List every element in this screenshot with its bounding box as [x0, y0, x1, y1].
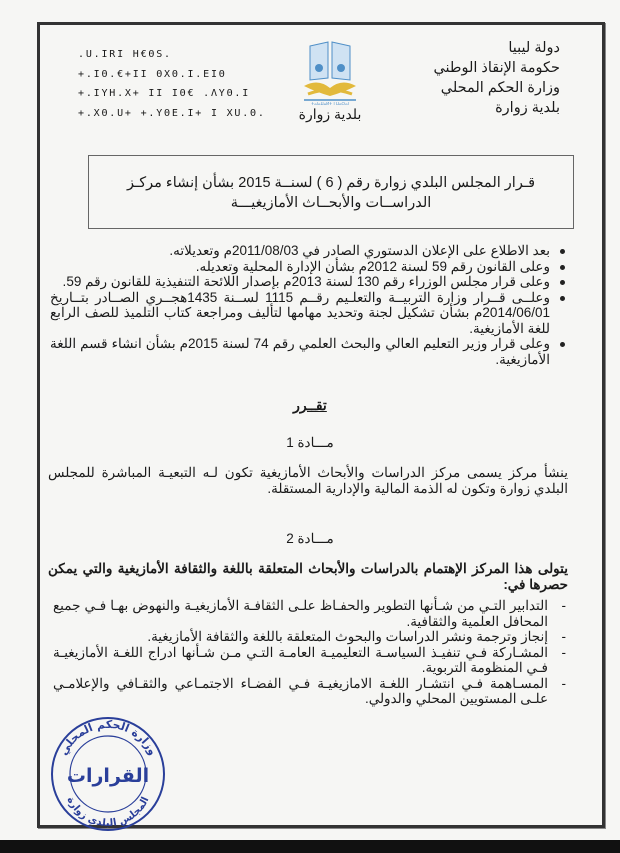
article2-item: - المسـاهمة فـي انتشـار اللغـة الامازيغيـة فـي الفضـاء الاجتمـاعي والثقـافي والإعلامـي علـى المستويين المحلي والدولي. [53, 676, 548, 707]
preamble-item: وعلى قرار وزير التعليم العالي والبحث العلمي رقم 74 لسنة 2015م بشأن انشاء قسم اللغة الأمازيغية. [50, 336, 550, 367]
tifinagh-line: +.XΘ.U+ +.YΘE.I+ I XU.Θ. [78, 107, 266, 119]
tifinagh-line: +.IYH.X+ II IΘ€ .ΛYΘ.I [78, 88, 251, 99]
preamble-item: وعلى قرار مجلس الوزراء رقم 130 لسنة 2013م بإصدار اللائحة التنفيذية للقانون رقم 59. [50, 274, 550, 290]
stamp-bottom-text: المجلس البلدي زوارة [64, 795, 152, 830]
tifinagh-line: +.IΘ.€+II ΘXΘ.I.EIΘ [78, 68, 227, 80]
preamble-list [50, 243, 568, 367]
article1-heading: مـــادة 1 [286, 435, 334, 450]
stamp-top-text: وزارة الحكم المحلي [56, 717, 160, 758]
header-arabic [433, 38, 560, 118]
decision-title: قـرار المجلس البلدي زوارة رقم ( 6 ) لسنــة 2015 بشأن إنشاء مركـز الدراســات والأبحــاث الأمازيغيـــة [126, 175, 536, 211]
article1-text: ينشأ مركز يسمى مركز الدراسات والأبحاث الأمازيغية تكون لـه التبعيـة المباشرة للمجلس البلدي زوارة وتكون له الذمة المالية والإدارية المستقلة. [48, 465, 568, 496]
header-line: وزارة الحكم المحلي [440, 80, 560, 96]
header-line: دولة ليبيا [508, 40, 560, 56]
article2-item: - المشـاركة فـي تنفيـذ السياسـة التعليميـة العامـة التـي مـن شـأنها ادراج اللغـة الأمازيغيـة فـي المنظومة التربوية. [53, 645, 548, 676]
tifinagh-line: .U.IRI H€ΘS. [78, 49, 172, 60]
preamble-item: وعلــى قــرار وزارة التربيــة والتعلـيم رقــم 1115 لســنة 1435هجــري الصــادر بتــاريخ 2014/06/01م بشأن تشكيل لجنة وتحديد مهامها لتأليف ومراجعة كتاب التلميذ للصف الرابع للغة الأمازيغية. [50, 289, 550, 336]
header-line: بلدية زوارة [495, 100, 560, 116]
official-stamp [48, 712, 168, 836]
logo-small-text: ⵜⴰⵏⴰⵡⴰⵍⵜ ⵏ ⵡⴰⵔⴰⵏ [311, 101, 349, 106]
article2-intro: يتولى هذا المركز الإهتمام بالدراسات والأبحاث المتعلقة باللغة والثقافة الأمازيغية والتي يمكن حصرها في: [48, 561, 568, 592]
article2-heading: مـــادة 2 [286, 531, 334, 546]
logo-caption: بلدية زوارة [298, 106, 362, 122]
article2-item: - التدابير التـي من شـأنها التطوير والحفـاظ علـى الثقافـة الأمازيغيـة والنهوض بهـا فـي جميع المحافل العلمية والثقافية. [53, 598, 548, 629]
municipality-logo [290, 40, 370, 125]
article2-list [53, 598, 568, 707]
stamp-seal-icon [48, 712, 168, 836]
preamble-item: وعلى القانون رقم 59 لسنة 2012م بشأن الإدارة المحلية وتعديله. [50, 259, 550, 275]
preamble-item: بعد الاطلاع على الإعلان الدستوري الصادر في 2011/08/03م وتعديلاته. [50, 243, 550, 259]
header-line: حكومة الإنقاذ الوطني [433, 60, 560, 76]
decision-title-box [88, 155, 574, 229]
stamp-center-text: القرارات [66, 765, 150, 787]
page-border [37, 22, 605, 828]
decision-heading: تقــرر [293, 397, 327, 413]
header-tifinagh [78, 45, 266, 123]
scan-edge [0, 840, 620, 853]
svg-text:وزارة الحكم المحلي [57, 718, 160, 758]
article2-item: - إنجاز وترجمة ونشر الدراسات والبحوث المتعلقة باللغة والثقافة الأمازيغية. [53, 629, 548, 645]
